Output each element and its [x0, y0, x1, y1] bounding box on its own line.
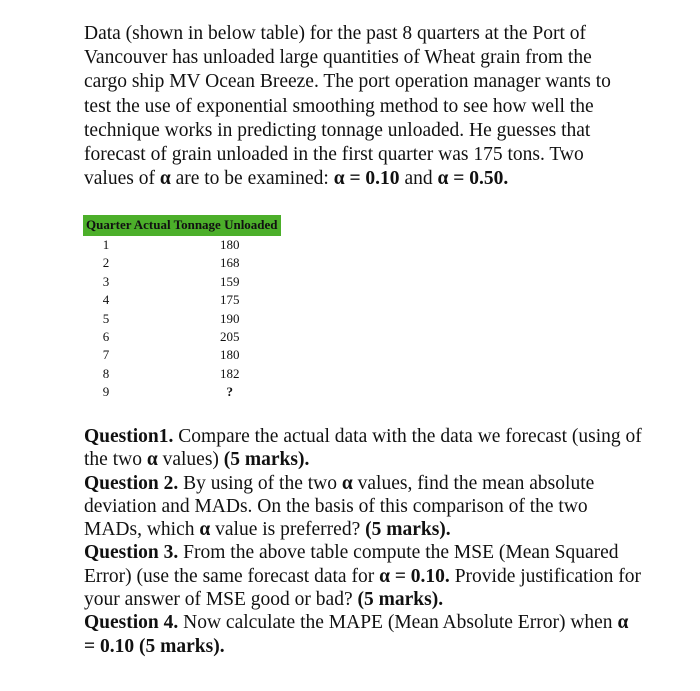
quarter-cell: 8: [102, 365, 110, 381]
tonnage-cell: 180: [220, 237, 240, 252]
table-row: [83, 328, 281, 346]
table-header-row: [83, 215, 281, 236]
alpha-symbol: α: [341, 472, 353, 494]
quarter-cell: 5: [102, 310, 110, 326]
quarter-cell: 7: [102, 347, 110, 363]
tonnage-cell: 175: [220, 292, 240, 308]
question-4-label: Question 4.: [84, 612, 179, 634]
question-2-marks: (5 marks).: [365, 519, 451, 541]
alpha-symbol: α: [159, 168, 171, 190]
question-2-text-a: By using of the two: [178, 472, 342, 494]
tonnage-cell: 168: [220, 255, 240, 271]
table-row: [83, 236, 281, 254]
question-1-text-b: values): [157, 449, 224, 471]
tonnage-cell: 180: [220, 347, 240, 363]
intro-text-3: and: [399, 168, 438, 190]
question-3: [84, 541, 644, 611]
problem-intro: [84, 22, 624, 191]
tonnage-cell: 190: [220, 310, 240, 326]
table-row: [83, 310, 281, 328]
tonnage-cell: 205: [220, 329, 240, 345]
question-4-text-a: Now calculate the MAPE (Mean Absolute Error) when: [178, 612, 618, 634]
question-2-text-c: value is preferred?: [210, 519, 366, 541]
quarter-cell: 9: [102, 384, 110, 400]
alpha-value: α = 0.10: [84, 612, 629, 657]
question-2-text-b: values, find the mean absolute deviation and MADs. On the basis of this comparison of the two MADs, which: [84, 472, 595, 541]
table-row: [83, 273, 281, 291]
table-row: [83, 365, 281, 383]
intro-text-1: Data (shown in below table) for the past 8 quarters at the Port of Vancouver has unloaded large quantities of Wheat grain from the cargo ship MV Ocean Breeze. The port operation manager wants to test the use of exponential smoothing method to see how well the technique works in predicting tonnage unloaded. He guesses that forecast of grain unloaded in the first quarter was 175 tons. Two values of: [84, 23, 611, 190]
quarter-cell: 1: [102, 237, 110, 252]
tonnage-cell: 159: [220, 273, 240, 289]
question-3-marks: (5 marks).: [357, 589, 444, 611]
quarter-cell: 2: [102, 255, 110, 271]
alpha-symbol: α: [199, 519, 211, 541]
question-4-marks: (5 marks).: [139, 635, 225, 657]
question-3-label: Question 3.: [84, 542, 179, 564]
table-row: [83, 254, 281, 272]
question-3-text-b: Provide justification for your answer of MSE good or bad?: [84, 565, 641, 611]
alpha-value-2: α = 0.50.: [437, 168, 509, 190]
quarter-cell: 3: [102, 273, 110, 289]
question-2-label: Question 2.: [84, 472, 179, 494]
quarter-cell: 6: [102, 329, 110, 345]
question-1: [84, 425, 644, 472]
table-row: [83, 291, 281, 309]
question-1-label: Question1.: [84, 426, 174, 447]
table-header: Quarter Actual Tonnage Unloaded: [83, 215, 281, 236]
question-2: [84, 472, 644, 542]
quarter-cell: 4: [102, 292, 110, 308]
question-3-text-a: From the above table compute the MSE (Mean Squared Error) (use the same forecast data for: [84, 542, 619, 587]
tonnage-table: [83, 215, 281, 402]
table-row: [83, 383, 281, 401]
alpha-value: α = 0.10.: [379, 565, 450, 587]
alpha-symbol: α: [146, 449, 158, 471]
questions-block: [84, 425, 644, 658]
tonnage-cell: 182: [220, 365, 240, 381]
question-4: [84, 611, 644, 658]
question-1-text-a: Compare the actual data with the data we forecast (using of the two: [84, 426, 642, 471]
tonnage-cell-unknown: ?: [226, 384, 234, 400]
alpha-value-1: α = 0.10: [333, 168, 400, 190]
question-1-marks: (5 marks).: [223, 449, 310, 471]
table-row: [83, 346, 281, 364]
intro-text-2: are to be examined:: [170, 168, 334, 190]
